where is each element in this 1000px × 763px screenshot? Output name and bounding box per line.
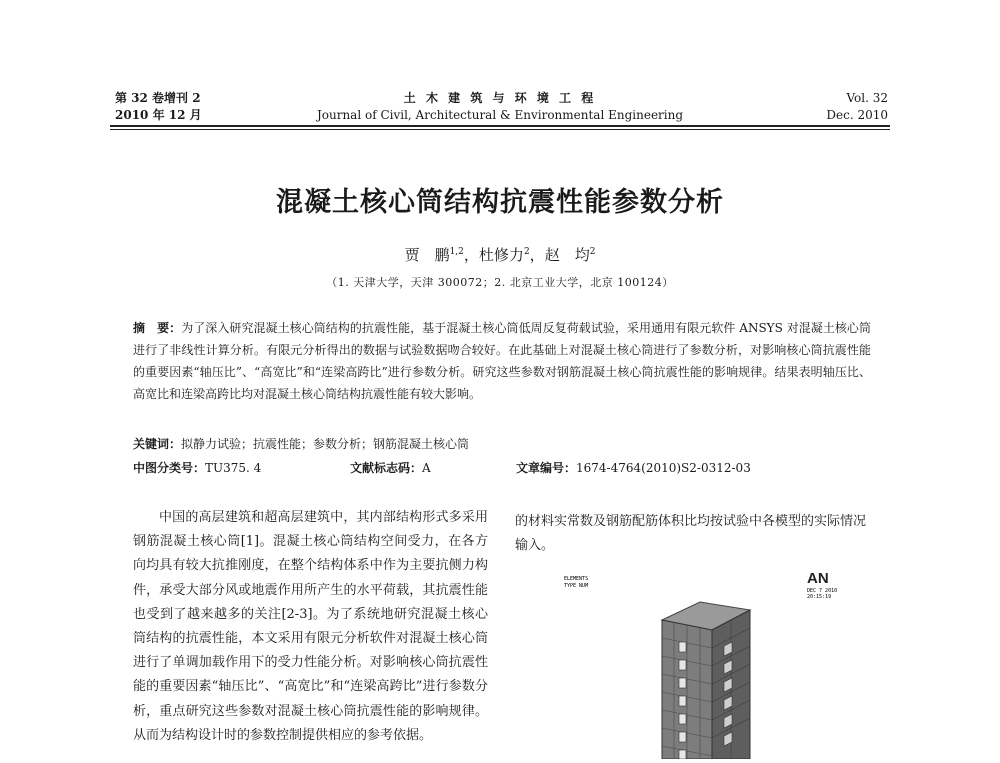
abstract [133, 317, 871, 405]
journal-name-en: Journal of Civil, Architectural & Environmental Engineering [316, 108, 684, 122]
clc-value: TU375. 4 [205, 461, 262, 475]
abstract-text: 为了深入研究混凝土核心筒结构的抗震性能，基于混凝土核心筒低周反复荷载试验，采用通用有限元软件 ANSYS 对混凝土核心筒进行了非线性计算分析。有限元分析得出的数据与试验数据吻合较好。在此基础上对混凝土核心筒进行了参数分析，对影响核心筒抗震性能的重要因素“轴压比”、“高宽比”和“连梁高跨比”进行参数分析。研究这些参数对钢筋混凝土核心筒抗震性能的影响规律。结果表明轴压比、高宽比和连梁高跨比均对混凝土核心筒结构抗震性能有较大影响。 [133, 321, 871, 401]
figure-caption-tl-2: TYPE NUM [564, 583, 589, 589]
article-number [516, 458, 751, 478]
figure-caption-tl-1: ELEMENTS [564, 576, 589, 582]
author-list: 贾 鹏$^{1,2}$，杜修力$^2$，赵 均$^2$ [404, 246, 596, 264]
author-name: 赵 均 [544, 246, 590, 264]
author-affiliation-mark: 2 [589, 247, 596, 257]
date-cn: 2010 年 12 月 [115, 108, 202, 122]
fem-model-figure [560, 572, 880, 759]
figure-caption-tr-1: DEC 7 2010 [807, 588, 838, 594]
figure-caption-tr-2: 20:15:19 [807, 594, 832, 600]
journal-volume-en [826, 90, 888, 124]
ansys-logo: AN [807, 572, 829, 587]
header-rule-thin [110, 129, 890, 130]
article-number-value: 1674-4764(2010)S2-0312-03 [576, 461, 751, 475]
keywords-label: 关键词： [133, 437, 182, 451]
author-name: 杜修力 [478, 246, 524, 264]
keywords-text: 拟静力试验；抗震性能；参数分析；钢筋混凝土核心筒 [181, 437, 470, 451]
header-rule-thick [110, 125, 890, 127]
body-right-column: 的材料实常数及钢筋配筋体积比均按试验中各模型的实际情况输入。 [515, 514, 867, 554]
volume-en: Vol. 32 [846, 91, 888, 105]
affiliations: （1. 天津大学，天津 300072；2. 北京工业大学，北京 100124） [326, 276, 674, 289]
intro-paragraph: 中国的高层建筑和超高层建筑中，其内部结构形式多采用钢筋混凝土核心筒[1]。混凝土核心筒结构空间受力，在各方向均具有较大抗推刚度，在整个结构体系中作为主要抗侧力构件，承受大部分风或地震作用所产生的水平荷载，其抗震性能也受到了越来越多的关注[2-3]。为了系统地研究混凝土核心筒结构的抗震性能，本文采用有限元分析软件对混凝土核心筒进行了单调加载作用下的受力性能分析。对影响核心筒抗震性能的重要因素“轴压比”、“高宽比”和“连梁高跨比”进行参数分析，重点研究这些参数对混凝土核心筒抗震性能的影响规律。从而为结构设计时的参数控制提供相应的参考依据。 [133, 510, 488, 743]
keywords [133, 434, 871, 454]
document-code [350, 458, 431, 478]
author-affiliation-mark: 2 [523, 247, 530, 257]
author-name: 贾 鹏 [404, 246, 450, 264]
volume-issue-cn: 第 32 卷增刊 2 [115, 91, 201, 105]
article-number-label: 文章编号： [516, 461, 577, 475]
document-code-value: A [422, 461, 431, 475]
clc-number [133, 458, 261, 478]
journal-name-cn: 土 木 建 筑 与 环 境 工 程 [403, 91, 597, 105]
article-title: 混凝土核心筒结构抗震性能参数分析 [276, 187, 724, 218]
clc-label: 中图分类号： [133, 461, 206, 475]
author-affiliation-mark: 1,2 [449, 247, 464, 257]
abstract-label: 摘 要： [133, 321, 182, 335]
fem-model-image [560, 572, 880, 759]
date-en: Dec. 2010 [826, 108, 888, 122]
document-code-label: 文献标志码： [350, 461, 423, 475]
body-left-column [133, 506, 488, 748]
